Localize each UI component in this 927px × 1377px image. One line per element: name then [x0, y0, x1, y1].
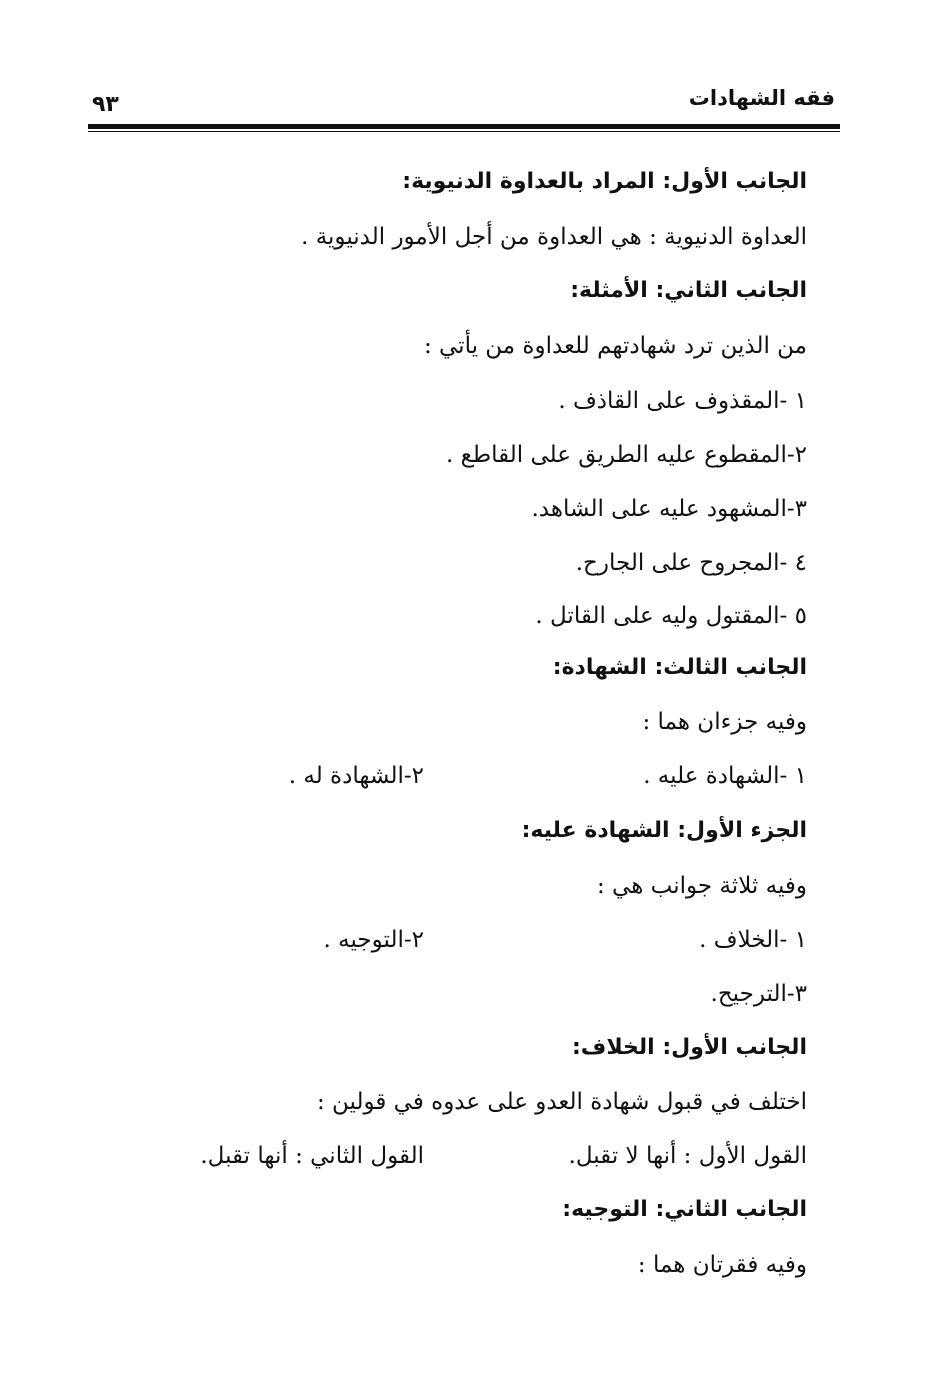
- list-item: ٤ -المجروح على الجارح.: [575, 550, 807, 576]
- two-column-row: [90, 920, 807, 960]
- opinion-item: القول الأول : أنها لا تقبل.: [568, 1143, 807, 1169]
- two-column-row: [90, 1136, 807, 1176]
- section-heading: الجانب الثاني: التوجيه:: [562, 1197, 807, 1222]
- list-item: ٢-المقطوع عليه الطريق على القاطع .: [445, 442, 807, 468]
- two-column-row: [90, 756, 807, 796]
- paragraph-line: وفيه جزءان هما :: [642, 709, 807, 735]
- paragraph-line: من الذين ترد شهادتهم للعداوة من يأتي :: [423, 333, 807, 359]
- paragraph-line: اختلف في قبول شهادة العدو على عدوه في قولين :: [316, 1089, 807, 1115]
- header-rule-thin: [88, 131, 840, 132]
- section-heading: الجانب الأول: الخلاف:: [572, 1035, 807, 1060]
- section-heading: الجانب الأول: المراد بالعداوة الدنيوية:: [402, 169, 807, 194]
- section-heading: الجزء الأول: الشهادة عليه:: [521, 818, 807, 843]
- list-item: ٥ -المقتول وليه على القاتل .: [535, 603, 807, 629]
- paragraph-line: وفيه ثلاثة جوانب هي :: [597, 873, 807, 899]
- section-heading: الجانب الثاني: الأمثلة:: [570, 278, 807, 303]
- paragraph-line: العداوة الدنيوية : هي العداوة من أجل الأمور الدنيوية .: [301, 224, 807, 250]
- list-item: ٢-الشهادة له .: [288, 763, 424, 789]
- list-item: ٣-الترجيح.: [710, 981, 807, 1007]
- opinion-item: القول الثاني : أنها تقبل.: [200, 1143, 424, 1169]
- list-item: ٢-التوجيه .: [323, 927, 424, 953]
- page-number: ٩٣: [92, 92, 119, 117]
- list-item: ١ -الشهادة عليه .: [643, 763, 807, 789]
- paragraph-line: وفيه فقرتان هما :: [637, 1252, 807, 1278]
- running-header-title: فقه الشهادات: [688, 86, 835, 110]
- header-rule-thick: [88, 124, 840, 129]
- list-item: ٣-المشهود عليه على الشاهد.: [531, 496, 807, 522]
- list-item: ١ -الخلاف .: [699, 927, 807, 953]
- list-item: ١ -المقذوف على القاذف .: [558, 388, 807, 414]
- section-heading: الجانب الثالث: الشهادة:: [552, 655, 807, 680]
